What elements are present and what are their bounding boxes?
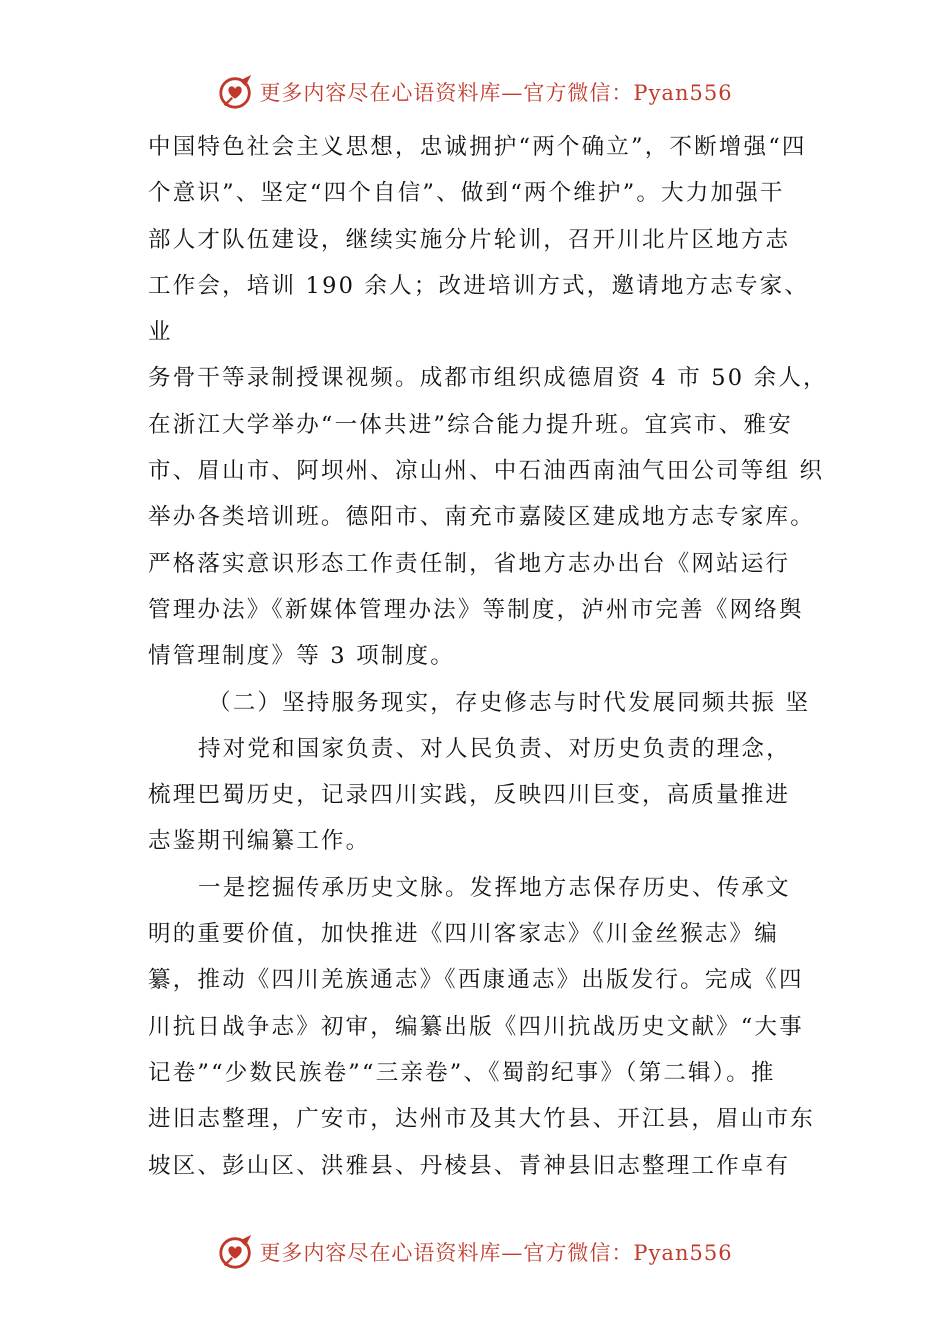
text-line: 坡区、彭山区、洪雅县、丹棱县、青神县旧志整理工作卓有	[148, 1152, 791, 1179]
heart-pen-logo-icon	[217, 1233, 255, 1271]
document-body	[148, 124, 828, 1189]
text-line: 纂，推动《四川羌族通志》《西康通志》出版发行。完成《四	[148, 967, 804, 994]
heart-pen-logo-icon	[217, 73, 255, 111]
footer-banner-text: 更多内容尽在心语资料库—官方微信：Pyan556	[259, 1241, 733, 1265]
text-line: 举办各类培训班。德阳市、南充市嘉陵区建成地方志专家库。	[148, 504, 815, 531]
footer-banner	[0, 1232, 950, 1272]
header-banner-text: 更多内容尽在心语资料库—官方微信：Pyan556	[259, 81, 733, 105]
text-line: 中国特色社会主义思想，忠诚拥护“两个确立”，不断增强“四	[148, 134, 807, 160]
text-line: 明的重要价值，加快推进《四川客家志》《川金丝猴志》编	[148, 921, 779, 948]
text-line: 进旧志整理，广安市，达州市及其大竹县、开江县，眉山市东	[148, 1106, 815, 1133]
text-line: 在浙江大学举办“一体共进”综合能力提升班。宜宾市、雅安	[148, 411, 793, 438]
text-line: 梳理巴蜀历史，记录四川实践，反映四川巨变，高质量推进	[148, 782, 791, 809]
text-line: 工作会，培训 190 余人；改进培训方式，邀请地方志专家、	[148, 272, 810, 299]
text-line: 持对党和国家负责、对人民负责、对历史负责的理念，	[198, 735, 791, 762]
text-line: 记卷”“少数民族卷”“三亲卷”、《蜀韵纪事》（第二辑）。推	[148, 1059, 776, 1086]
text-line: 个意识”、坚定“四个自信”、做到“两个维护”。大力加强干	[148, 180, 785, 207]
text-line: 情管理制度》等 3 项制度。	[148, 643, 455, 670]
text-line: 市、眉山市、阿坝州、凉山州、中石油西南油气田公司等组 织	[148, 458, 825, 485]
text-line: 志鉴期刊编纂工作。	[148, 828, 371, 855]
text-line: 业	[148, 319, 173, 346]
text-line: 务骨干等录制授课视频。成都市组织成德眉资 4 市 50 余人，	[148, 365, 828, 392]
section-heading-line: （二）坚持服务现实，存史修志与时代发展同频共振 坚	[208, 689, 811, 716]
text-line: 管理办法》《新媒体管理办法》等制度，泸州市完善《网络舆	[148, 596, 804, 623]
text-line: 一是挖掘传承历史文脉。发挥地方志保存历史、传承文	[198, 874, 791, 901]
text-line: 川抗日战争志》初审，编纂出版《四川抗战历史文献》“大事	[148, 1013, 804, 1040]
text-line: 部人才队伍建设，继续实施分片轮训，召开川北片区地方志	[148, 226, 791, 253]
header-banner	[0, 72, 950, 112]
text-line: 严格落实意识形态工作责任制，省地方志办出台《网站运行	[148, 550, 791, 577]
